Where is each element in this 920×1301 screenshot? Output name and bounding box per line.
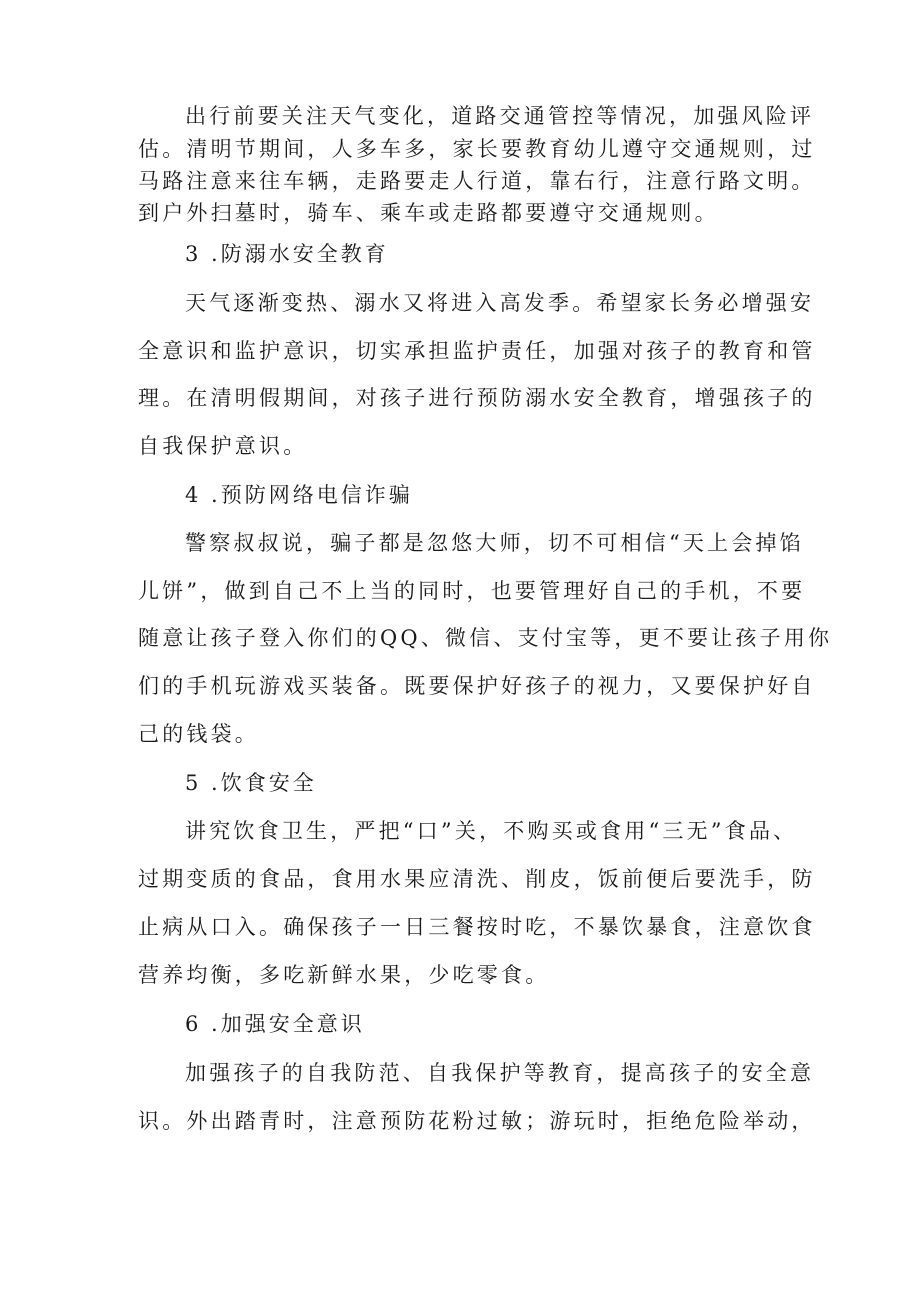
paragraph-line: 马路注意来往车辆，走路要走人行道，靠右行，注意行路文明。 [138,169,816,193]
paragraph-line: 警察叔叔说，骗子都是忽悠大师，切不可相信“天上会掉馅 [185,531,804,555]
paragraph-line: 全意识和监护意识，切实承担监护责任，加强对孩子的教育和管 [138,339,816,363]
section-heading-5: 5 .饮食安全 [185,771,317,795]
paragraph-line: 识。外出踏青时，注意预防花粉过敏；游玩时，拒绝危险举动， [138,1109,816,1133]
paragraph-line: 理。在清明假期间，对孩子进行预防溺水安全教育，增强孩子的 [138,386,816,410]
paragraph-line: 讲究饮食卫生，严把“口”关，不购买或食用“三无”食品、 [185,819,798,843]
paragraph-line: 到户外扫墓时，骑车、乘车或走路都要遵守交通规则。 [138,201,719,225]
paragraph-line: 随意让孩子登入你们的QQ、微信、支付宝等，更不要让孩子用你 [138,626,833,650]
section-heading-3: 3 .防溺水安全教育 [185,242,389,266]
section-heading-6: 6 .加强安全意识 [185,1012,365,1036]
paragraph-line: 们的手机玩游戏买装备。既要保护好孩子的视力，又要保护好自 [138,674,816,698]
paragraph-line: 止病从口入。确保孩子一日三餐按时吃，不暴饮暴食，注意饮食 [138,915,816,939]
paragraph-line: 营养均衡，多吃新鲜水果，少吃零食。 [138,963,550,987]
paragraph-line: 估。清明节期间，人多车多，家长要教育幼儿遵守交通规则，过 [138,137,816,161]
paragraph-line: 加强孩子的自我防范、自我保护等教育，提高孩子的安全意 [185,1061,815,1085]
paragraph-line: 己的钱袋。 [138,722,259,746]
paragraph-line: 过期变质的食品，食用水果应清洗、削皮，饭前便后要洗手，防 [138,867,816,891]
section-heading-4: 4 .预防网络电信诈骗 [185,483,413,507]
paragraph-line: 儿饼”，做到自己不上当的同时，也要管理好自己的手机，不要 [138,579,806,603]
paragraph-line: 自我保护意识。 [138,434,308,458]
paragraph-line: 天气逐渐变热、溺水又将进入高发季。希望家长务必增强安 [185,291,815,315]
paragraph-line: 出行前要关注天气变化，道路交通管控等情况，加强风险评 [185,104,815,128]
